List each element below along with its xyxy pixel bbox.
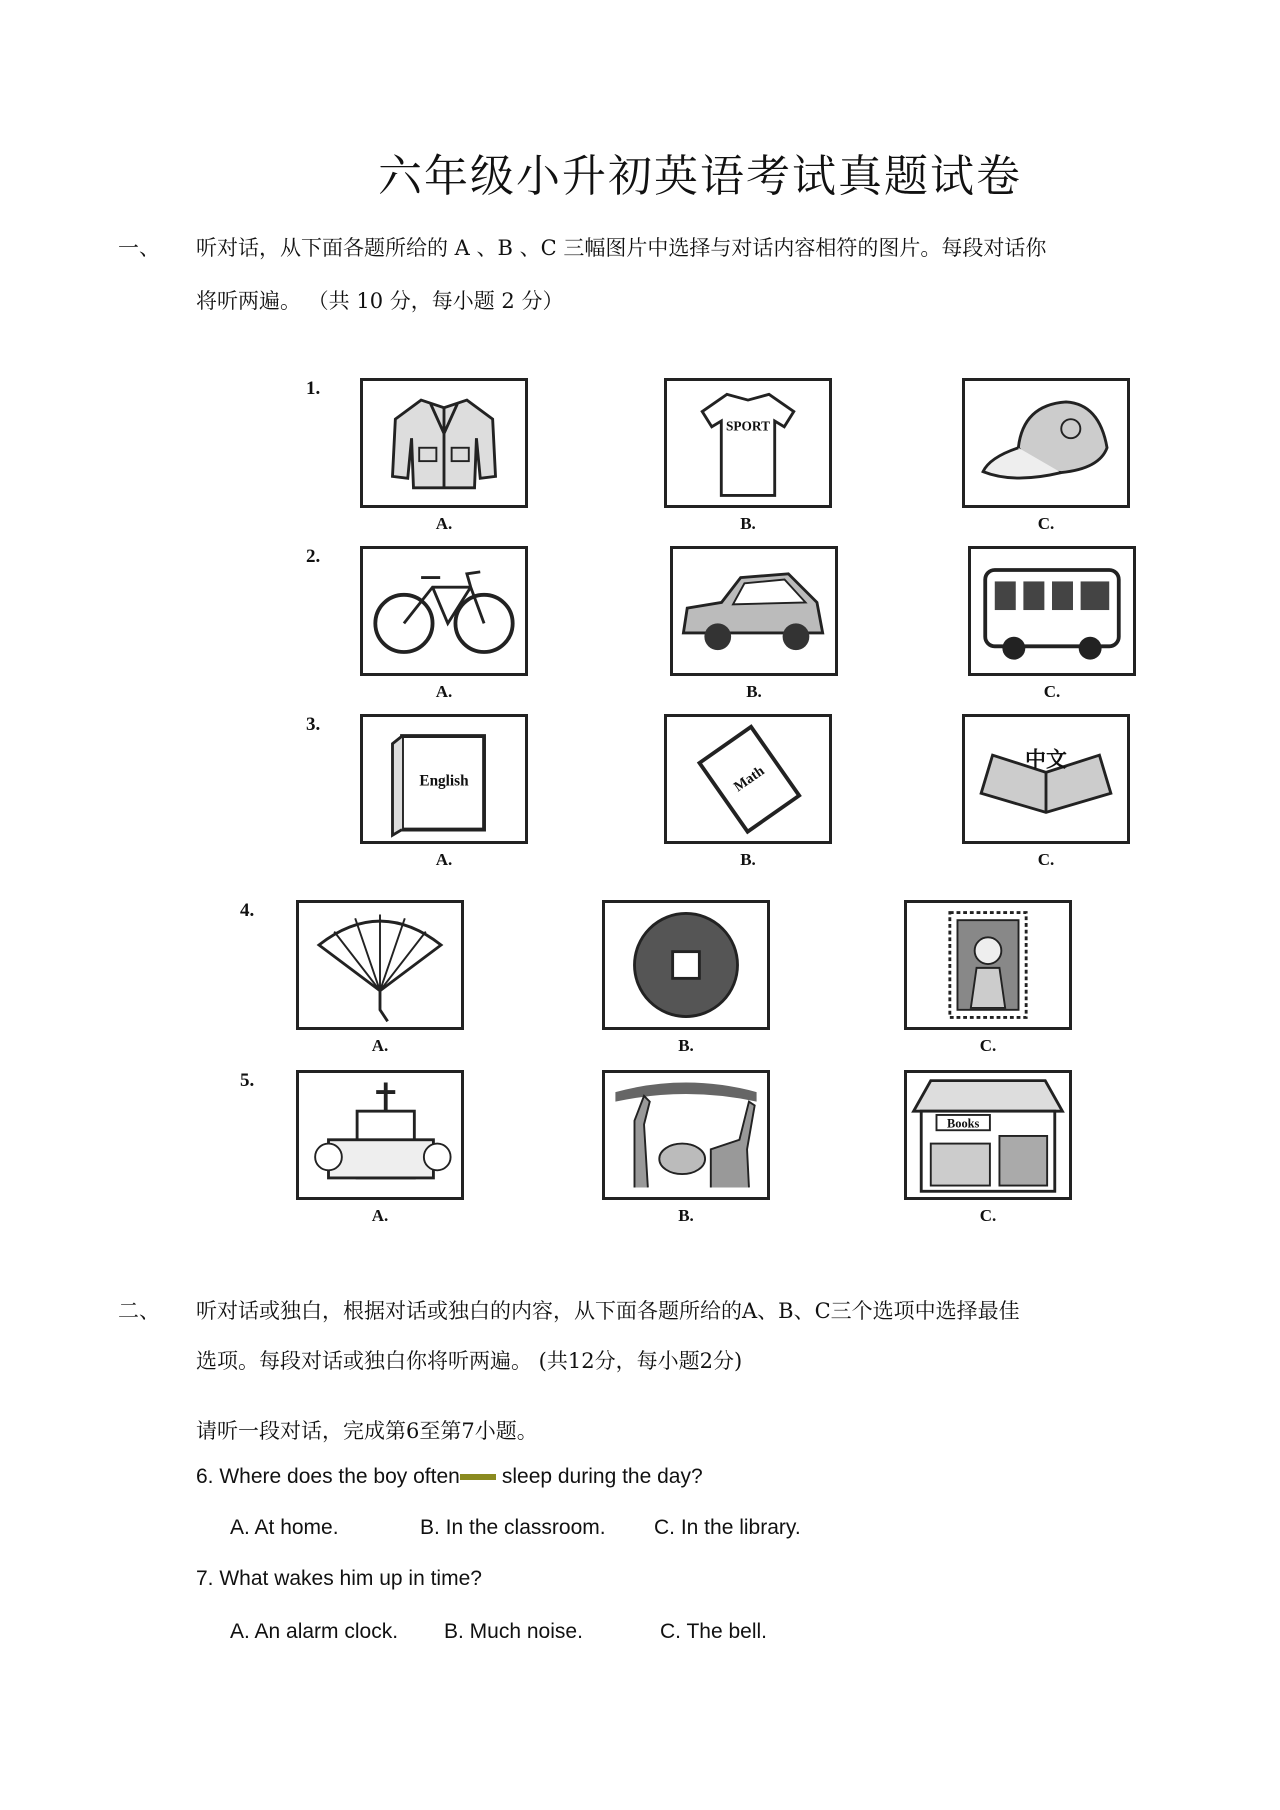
q2-option-a-label: A. (435, 682, 453, 701)
question-6 (196, 1465, 703, 1489)
car-icon (673, 549, 835, 673)
q7-option-b[interactable]: B. Much noise. (444, 1620, 583, 1643)
question-1-number: 1. (306, 378, 321, 399)
question-2-number: 2. (306, 546, 321, 567)
section2-instruction-line1: 听对话或独白，根据对话或独白的内容，从下面各题所给的A、B、C三个选项中选择最佳 (196, 1299, 1020, 1323)
tshirt-icon (667, 381, 829, 505)
q3-option-c-label: C. (1037, 850, 1055, 869)
q2-option-a-picture[interactable] (360, 546, 528, 676)
question-4-number: 4. (240, 900, 255, 921)
chinese-book-icon (965, 717, 1127, 841)
q1-option-a-label: A. (435, 514, 453, 533)
q4-option-c-picture[interactable] (904, 900, 1072, 1030)
bus-icon (971, 549, 1133, 673)
q4-option-b-picture[interactable] (602, 900, 770, 1030)
q5-option-b-label: B. (678, 1206, 694, 1225)
question-6-text-before: 6. Where does the boy often (196, 1465, 460, 1488)
q5-option-b-picture[interactable] (602, 1070, 770, 1200)
q4-option-a-picture[interactable] (296, 900, 464, 1030)
tshirt-text: SPORT (725, 418, 771, 434)
q7-option-a[interactable]: A. An alarm clock. (230, 1620, 399, 1643)
question-6-blank (460, 1474, 496, 1480)
q5-option-a-picture[interactable] (296, 1070, 464, 1200)
q5-option-c-label: C. (979, 1206, 997, 1225)
church-icon (299, 1073, 461, 1197)
question-3-number: 3. (306, 714, 321, 735)
math-book-icon (667, 717, 829, 841)
section2-listening-instruction: 请听一段对话，完成第6至第7小题。 (196, 1419, 538, 1443)
page-title: 六年级小升初英语考试真题试卷 (378, 151, 1022, 202)
q4-option-c-label: C. (979, 1036, 997, 1055)
q1-option-c-label: C. (1037, 514, 1055, 533)
q1-option-c-picture[interactable] (962, 378, 1130, 508)
question-7: 7. What wakes him up in time? (196, 1567, 482, 1590)
q1-option-b-picture[interactable] (664, 378, 832, 508)
bookstore-icon (907, 1073, 1069, 1197)
q2-option-c-picture[interactable] (968, 546, 1136, 676)
q2-option-b-picture[interactable] (670, 546, 838, 676)
zoo-icon (605, 1073, 767, 1197)
section2-number: 二、 (118, 1299, 160, 1323)
coat-icon (363, 381, 525, 505)
fan-icon (299, 903, 461, 1027)
q5-option-c-picture[interactable] (904, 1070, 1072, 1200)
section1-number: 一、 (118, 236, 160, 260)
q3-option-a-picture[interactable] (360, 714, 528, 844)
question-6-text-after: sleep during the day? (501, 1465, 703, 1488)
question-5-number: 5. (240, 1070, 255, 1091)
section1-instruction-line1: 听对话，从下面各题所给的 A 、B 、C 三幅图片中选择与对话内容相符的图片。每段对话你 (196, 236, 1047, 260)
q6-option-c[interactable]: C. In the library. (654, 1516, 801, 1539)
q2-option-b-label: B. (746, 682, 762, 701)
q7-option-c[interactable]: C. The bell. (660, 1620, 767, 1643)
english-book-icon (363, 717, 525, 841)
q5-option-a-label: A. (371, 1206, 389, 1225)
q2-option-c-label: C. (1043, 682, 1061, 701)
bicycle-icon (363, 549, 525, 673)
q3-option-b-picture[interactable] (664, 714, 832, 844)
q3-option-a-label: A. (435, 850, 453, 869)
q6-option-a[interactable]: A. At home. (230, 1516, 339, 1539)
stamp-icon (907, 903, 1069, 1027)
q6-option-b[interactable]: B. In the classroom. (420, 1516, 606, 1539)
q3-option-b-label: B. (740, 850, 756, 869)
chinese-book-text: 中文 (1025, 747, 1067, 772)
math-book-text: Math (730, 762, 768, 796)
q3-option-c-picture[interactable] (962, 714, 1130, 844)
section2-instruction-line2: 选项。每段对话或独白你将听两遍。 (共12分，每小题2分) (196, 1349, 743, 1373)
bookstore-sign-text: Books (947, 1116, 980, 1131)
q1-option-b-label: B. (740, 514, 756, 533)
section1-instruction-line2: 将听两遍。 （共 10 分，每小题 2 分） (196, 289, 564, 313)
q1-option-a-picture[interactable] (360, 378, 528, 508)
q4-option-b-label: B. (678, 1036, 694, 1055)
english-book-text: English (419, 772, 469, 790)
cap-icon (965, 381, 1127, 505)
q4-option-a-label: A. (371, 1036, 389, 1055)
coin-icon (605, 903, 767, 1027)
